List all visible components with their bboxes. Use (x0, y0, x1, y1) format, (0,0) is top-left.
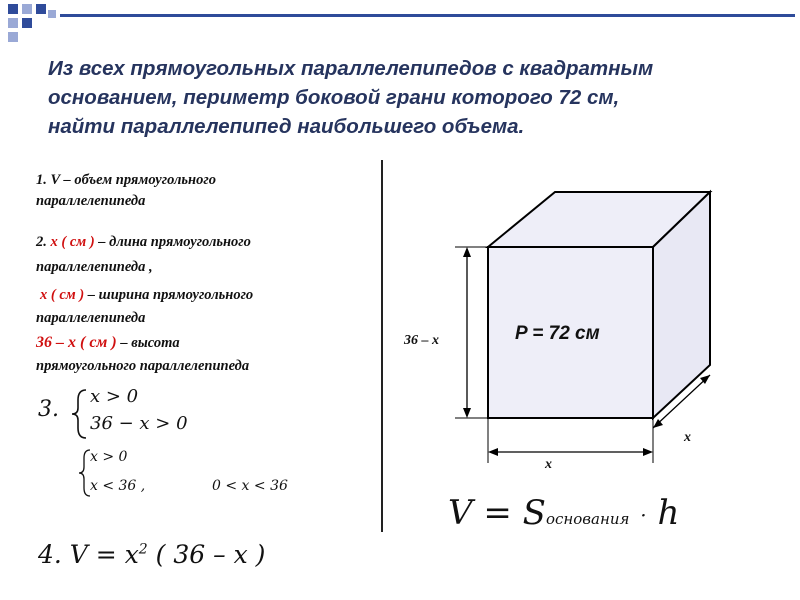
width-text: – ширина прямоугольного (84, 287, 254, 303)
domain-result: 0 < x < 36 (212, 478, 288, 494)
volume-dot: · (640, 503, 647, 527)
system1-ineq1: x > 0 (90, 386, 139, 407)
step2-line6: прямоугольного параллелепипеда (36, 358, 250, 374)
height-label: 36 – х (404, 333, 439, 348)
title-line-2: основанием, периметр боковой грани которого 72 см, (48, 86, 620, 109)
height-expr: 36 – х ( см ) (36, 334, 117, 351)
step2-line3 (40, 287, 253, 304)
step3-label: 3. (38, 397, 59, 422)
step4-prefix: 4. V = x (38, 540, 139, 569)
volume-h: h (657, 493, 680, 533)
problem-title (48, 54, 768, 141)
top-rule (60, 14, 795, 17)
corner-square-6 (8, 32, 18, 42)
corner-square-1 (8, 4, 18, 14)
step2-num: 2. (36, 234, 51, 250)
title-line-3: найти параллелепипед наибольшего объема. (48, 115, 525, 138)
corner-square-3 (36, 4, 46, 14)
volume-lhs: V = S (448, 493, 546, 533)
step2-line4: параллелепипеда (36, 310, 146, 326)
column-divider (381, 160, 383, 532)
title-line-1: Из всех прямоугольных параллелепипедов с квадратным (48, 57, 654, 80)
system1-ineq2: 36 − x > 0 (90, 413, 188, 434)
length-text: – длина прямоугольного (94, 234, 251, 250)
corner-square-2 (22, 4, 32, 14)
step4-volume-function (38, 540, 265, 569)
system2-ineq2: x < 36 , (90, 478, 146, 494)
step2-line1 (36, 234, 251, 251)
corner-square-5 (22, 18, 32, 28)
step1-line1: 1. V – объем прямоугольного (36, 172, 216, 188)
volume-subscript: основания (545, 510, 630, 528)
length-var: х ( см ) (50, 234, 95, 250)
width-label: х (545, 457, 552, 472)
system2-ineq1: x > 0 (90, 449, 128, 465)
depth-label: х (684, 430, 691, 445)
step2-line2: параллелепипеда , (36, 259, 153, 275)
height-text: – высота (116, 335, 180, 351)
step1-line2: параллелепипеда (36, 193, 146, 209)
volume-formula (448, 493, 679, 533)
width-var: х ( см ) (40, 287, 85, 303)
step4-exponent: 2 (138, 541, 148, 558)
corner-square-4 (8, 18, 18, 28)
system1-brace (70, 388, 90, 440)
step4-suffix: ( 36 – x ) (147, 540, 266, 569)
perimeter-label: P = 72 см (515, 323, 600, 344)
corner-square-7 (48, 10, 56, 18)
step2-line5 (36, 334, 180, 352)
